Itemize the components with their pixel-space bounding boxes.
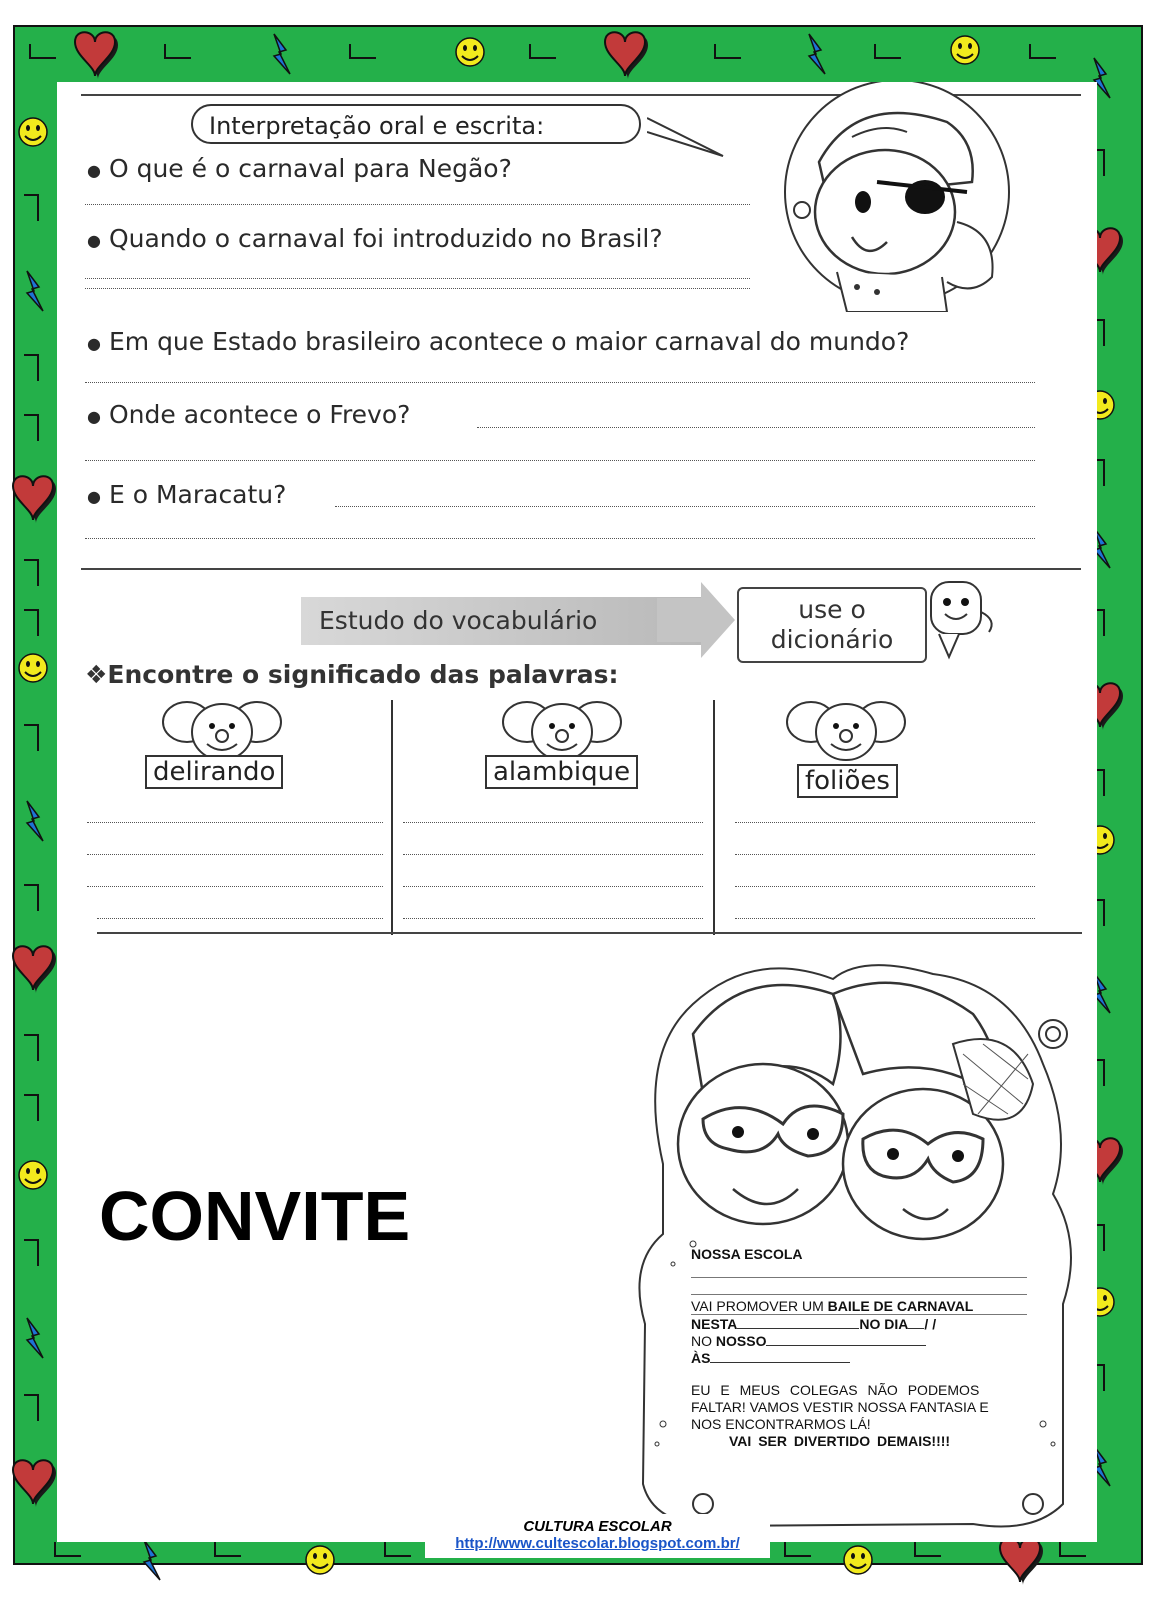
invite-line-message-1: EU E MEUS COLEGAS NÃO PODEMOS <box>691 1382 980 1398</box>
answer-line <box>735 918 1035 919</box>
answer-line <box>403 822 703 823</box>
answer-line <box>85 288 750 289</box>
smiley-icon <box>19 1161 47 1189</box>
invite-fill-line <box>691 1314 1027 1315</box>
answer-line <box>85 460 1035 461</box>
answer-line <box>87 822 383 823</box>
invite-line-promote: VAI PROMOVER UM BAILE DE CARNAVAL <box>691 1298 974 1314</box>
answer-line <box>477 427 1035 428</box>
vocabulary-task: ❖Encontre o significado das palavras: <box>85 660 619 689</box>
convite-heading: CONVITE <box>99 1177 411 1255</box>
footer-link[interactable]: http://www.cultescolar.blogspot.com.br/ <box>455 1535 740 1552</box>
smiley-icon <box>19 118 47 146</box>
smiley-icon <box>19 654 47 682</box>
clown-icon <box>157 694 287 764</box>
question-3: ● Em que Estado brasileiro acontece o maior carnaval do mundo? <box>87 327 910 356</box>
answer-line <box>735 854 1035 855</box>
carnival-kids-illustration <box>633 944 1093 1542</box>
answer-line <box>85 382 1035 383</box>
question-4: ● Onde acontece o Frevo? <box>87 400 411 429</box>
smiley-icon <box>306 1546 334 1574</box>
question-1: ● O que é o carnaval para Negão? <box>87 154 512 183</box>
invite-line-message-2: FALTAR! VAMOS VESTIR NOSSA FANTASIA E <box>691 1399 989 1415</box>
arrow-icon <box>657 580 737 660</box>
smiley-icon <box>951 36 979 64</box>
bullet-icon: ❖ <box>85 660 108 689</box>
invite-fill-line <box>691 1294 1027 1295</box>
clown-icon <box>497 694 627 764</box>
invite-line-school: NOSSA ESCOLA <box>691 1246 803 1262</box>
answer-line <box>85 538 1035 539</box>
clown-icon <box>781 694 911 764</box>
section-divider <box>81 568 1081 570</box>
speech-tail <box>647 112 727 162</box>
question-5: ● E o Maracatu? <box>87 480 287 509</box>
dictionary-line-2: dicionário <box>770 625 894 654</box>
invite-fill-line <box>691 1277 1027 1278</box>
pencil-mascot-illustration <box>919 572 999 662</box>
answer-line <box>87 854 383 855</box>
vocab-word-1: delirando <box>145 755 283 789</box>
vocab-word-2: alambique <box>485 755 638 789</box>
answer-line <box>85 204 750 205</box>
dictionary-scroll <box>737 587 927 663</box>
smiley-icon <box>456 38 484 66</box>
invite-line-message-3: NOS ENCONTRARMOS LÁ! <box>691 1416 871 1432</box>
worksheet <box>57 82 1097 1542</box>
question-2: ● Quando o carnaval foi introduzido no Brasil? <box>87 224 663 253</box>
answer-line <box>403 886 703 887</box>
smiley-icon <box>844 1546 872 1574</box>
answer-line <box>335 506 1035 507</box>
pirate-boy-illustration <box>757 82 1027 312</box>
invite-line-time: ÀS <box>691 1350 850 1366</box>
vocab-word-3: foliões <box>797 764 898 798</box>
section-title-bubble: Interpretação oral e escrita: <box>191 104 641 144</box>
invite-line-date: NESTA NO DIA / / <box>691 1316 937 1332</box>
vocabulary-banner: Estudo do vocabulário <box>301 597 701 645</box>
vocab-bottom-divider <box>97 932 1082 934</box>
answer-line <box>85 278 750 279</box>
footer-title: CULTURA ESCOLAR <box>523 1518 672 1535</box>
heart-icon <box>1000 1538 1043 1585</box>
footer <box>425 1514 770 1558</box>
answer-line <box>403 854 703 855</box>
column-divider <box>391 700 393 935</box>
answer-line <box>87 886 383 887</box>
invite-line-closing: VAI SER DIVERTIDO DEMAIS!!!! <box>729 1433 951 1449</box>
column-divider <box>713 700 715 935</box>
answer-line <box>735 886 1035 887</box>
answer-line <box>403 918 703 919</box>
invite-line-place: NO NOSSO <box>691 1333 926 1349</box>
answer-line <box>97 918 383 919</box>
answer-line <box>735 822 1035 823</box>
dictionary-line-1: use o <box>798 595 866 624</box>
